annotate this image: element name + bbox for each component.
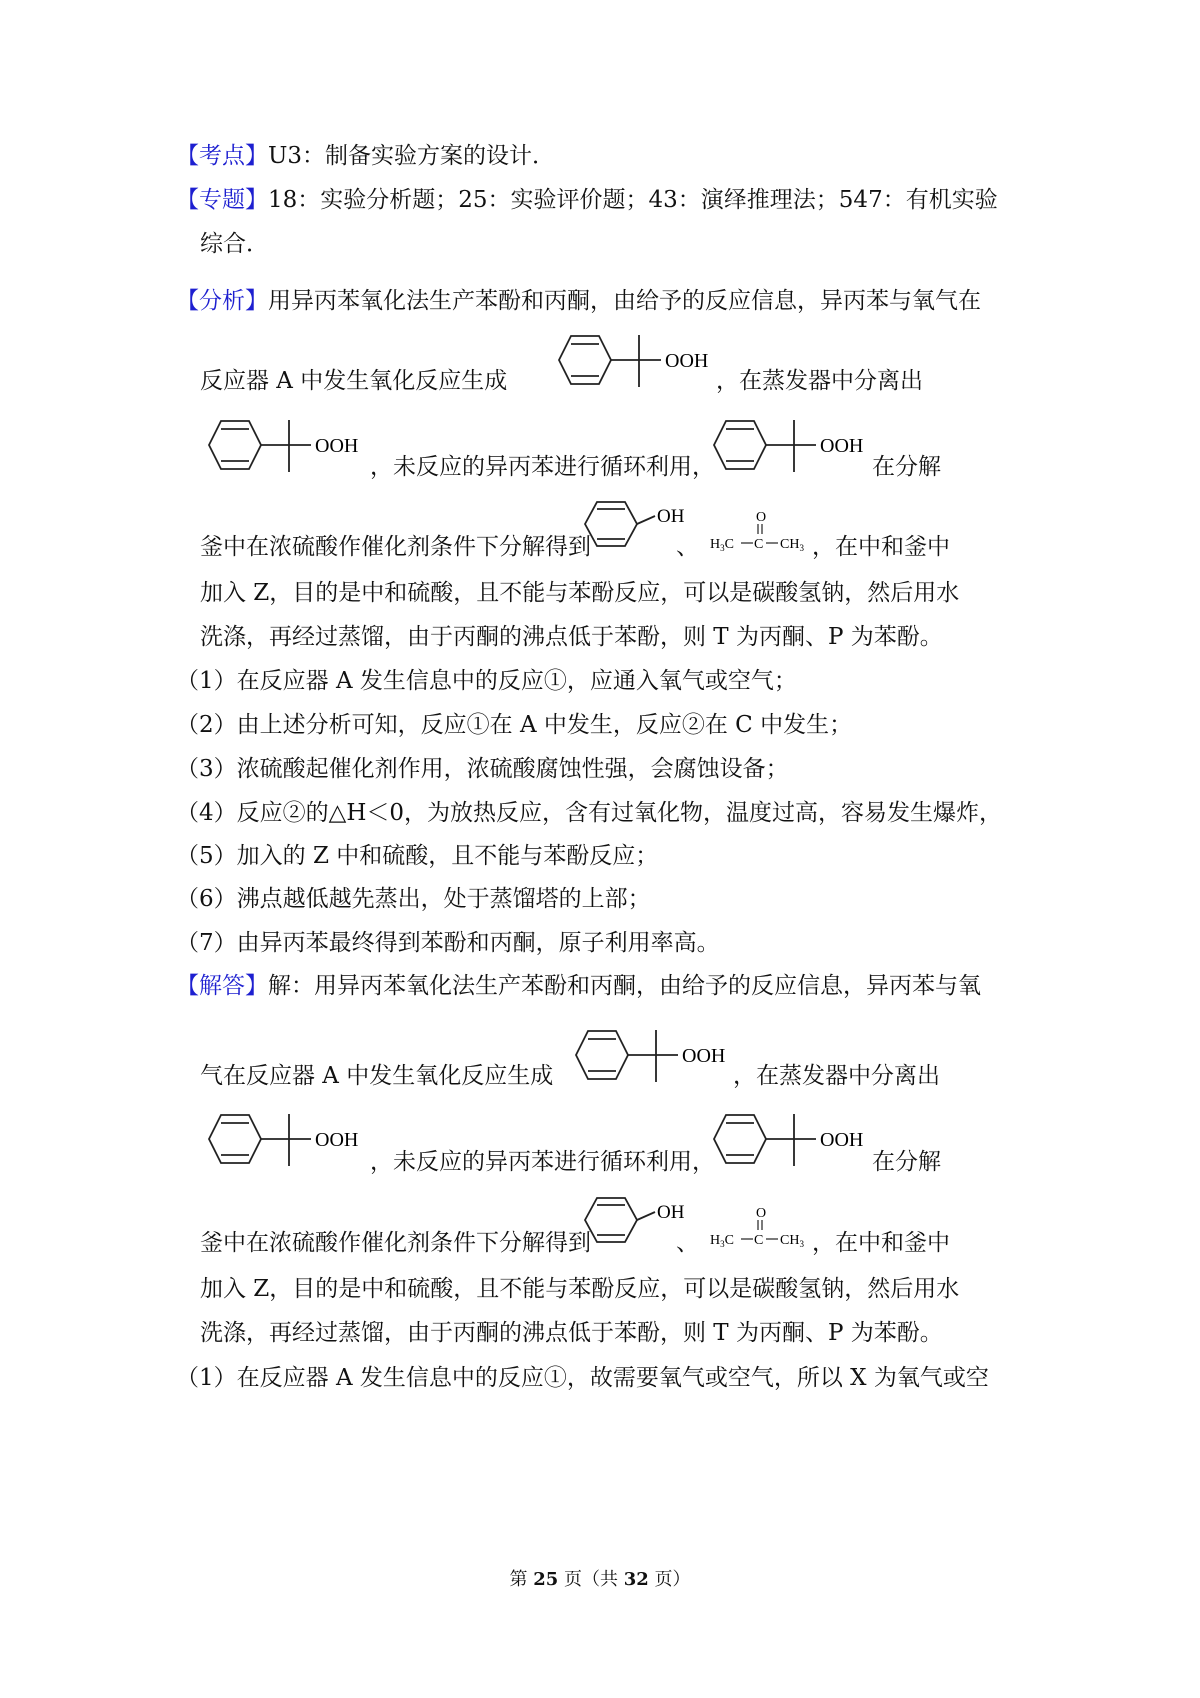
fenxi-line-5: 加入 Z，目的是中和硫酸，且不能与苯酚反应，可以是碳酸氢钠，然后用水 <box>200 580 960 606</box>
ooh-label: OOH <box>665 350 709 372</box>
jieda-line-3a: ，未反应的异丙苯进行循环利用， <box>370 1149 715 1175</box>
zhuanti-line-2: 综合． <box>200 231 269 257</box>
c-label: C <box>754 537 764 552</box>
fenxi-line-2b: ，在蒸发器中分离出 <box>716 368 923 394</box>
footer-page-number: 25 <box>533 1569 559 1590</box>
jieda-text-1: 解：用异丙苯氧化法生产苯酚和丙酮，由给予的反应信息，异丙苯与氧 <box>268 973 981 999</box>
fenxi-text-1: 用异丙苯氧化法生产苯酚和丙酮，由给予的反应信息，异丙苯与氧气在 <box>268 288 981 314</box>
jieda-line-4b: ，在中和釜中 <box>812 1230 950 1256</box>
ooh-label: OOH <box>315 1129 359 1151</box>
acetone-structure <box>708 506 818 554</box>
kaodian-tag: 【考点】 <box>176 143 268 169</box>
jieda-line-1 <box>176 971 981 1001</box>
ooh-label: OOH <box>315 435 359 457</box>
ooh-label: OOH <box>682 1045 726 1067</box>
ch3-label: $CH_3$ <box>780 537 804 553</box>
fenxi-line-2a: 反应器 A 中发生氧化反应生成 <box>200 368 508 394</box>
footer-total-pages: 32 <box>623 1569 649 1590</box>
kaodian-line <box>176 141 555 171</box>
h3c-label: $H_3C$ <box>710 537 734 553</box>
jieda-line-4a: 釜中在浓硫酸作催化剂条件下分解得到 <box>200 1230 591 1256</box>
h3c-label: $H_3C$ <box>710 1233 734 1249</box>
item-4: （4）反应②的△H＜0，为放热反应，含有过氧化物，温度过高，容易发生爆炸， <box>176 800 1003 826</box>
item-6: （6）沸点越低越先蒸出，处于蒸馏塔的上部； <box>176 886 651 912</box>
item-5: （5）加入的 Z 中和硫酸，且不能与苯酚反应； <box>176 843 659 869</box>
ooh-label: OOH <box>820 435 864 457</box>
cumene-hydroperoxide-structure <box>195 1104 375 1174</box>
ch3-label: $CH_3$ <box>780 1233 804 1249</box>
jieda-line-2a: 气在反应器 A 中发生氧化反应生成 <box>200 1063 554 1089</box>
footer-suffix: 页） <box>648 1569 691 1590</box>
fenxi-tag: 【分析】 <box>176 288 268 314</box>
jieda-line-2b: ，在蒸发器中分离出 <box>733 1063 940 1089</box>
item-1: （1）在反应器 A 发生信息中的反应①，应通入氧气或空气； <box>176 668 797 694</box>
footer-prefix: 第 <box>509 1569 534 1590</box>
fenxi-line-4a: 釜中在浓硫酸作催化剂条件下分解得到 <box>200 534 591 560</box>
cumene-hydroperoxide-structure <box>195 410 375 480</box>
zhuanti-text: 18：实验分析题；25：实验评价题；43：演绎推理法；547：有机实验 <box>268 187 998 213</box>
ooh-label: OOH <box>820 1129 864 1151</box>
o-label: O <box>756 510 767 525</box>
phenol-structure <box>575 494 695 556</box>
item-3: （3）浓硫酸起催化剂作用，浓硫酸腐蚀性强，会腐蚀设备； <box>176 756 789 782</box>
page-footer <box>0 1565 1200 1591</box>
o-label: O <box>756 1206 767 1221</box>
jieda-line-6: 洗涤，再经过蒸馏，由于丙酮的沸点低于苯酚，则 T 为丙酮、P 为苯酚。 <box>200 1320 943 1346</box>
acetone-structure <box>708 1202 818 1250</box>
kaodian-text: U3：制备实验方案的设计． <box>268 143 556 169</box>
jieda-line-3b: 在分解 <box>872 1149 941 1175</box>
cumene-hydroperoxide-structure <box>545 325 725 395</box>
fenxi-line-4b: ，在中和釜中 <box>812 534 950 560</box>
item-2: （2）由上述分析可知，反应①在 A 中发生，反应②在 C 中发生； <box>176 712 853 738</box>
zhuanti-line <box>176 185 998 215</box>
fenxi-line-3b: 在分解 <box>872 454 941 480</box>
cumene-hydroperoxide-structure <box>700 1104 880 1174</box>
footer-middle: 页（共 <box>558 1569 624 1590</box>
fenxi-sep: 、 <box>676 534 699 560</box>
phenol-structure <box>575 1190 695 1252</box>
oh-label: OH <box>657 506 685 527</box>
oh-label: OH <box>657 1202 685 1223</box>
cumene-hydroperoxide-structure <box>562 1020 742 1090</box>
jieda-line-7: （1）在反应器 A 发生信息中的反应①，故需要氧气或空气，所以 X 为氧气或空 <box>176 1365 989 1391</box>
item-7: （7）由异丙苯最终得到苯酚和丙酮，原子利用率高。 <box>176 930 720 956</box>
zhuanti-tag: 【专题】 <box>176 187 268 213</box>
fenxi-line-6: 洗涤，再经过蒸馏，由于丙酮的沸点低于苯酚，则 T 为丙酮、P 为苯酚。 <box>200 624 943 650</box>
fenxi-line-1 <box>176 286 981 316</box>
c-label: C <box>754 1233 764 1248</box>
jieda-sep: 、 <box>676 1230 699 1256</box>
fenxi-line-3a: ，未反应的异丙苯进行循环利用， <box>370 454 715 480</box>
jieda-tag: 【解答】 <box>176 973 268 999</box>
jieda-line-5: 加入 Z，目的是中和硫酸，且不能与苯酚反应，可以是碳酸氢钠，然后用水 <box>200 1276 960 1302</box>
cumene-hydroperoxide-structure <box>700 410 880 480</box>
